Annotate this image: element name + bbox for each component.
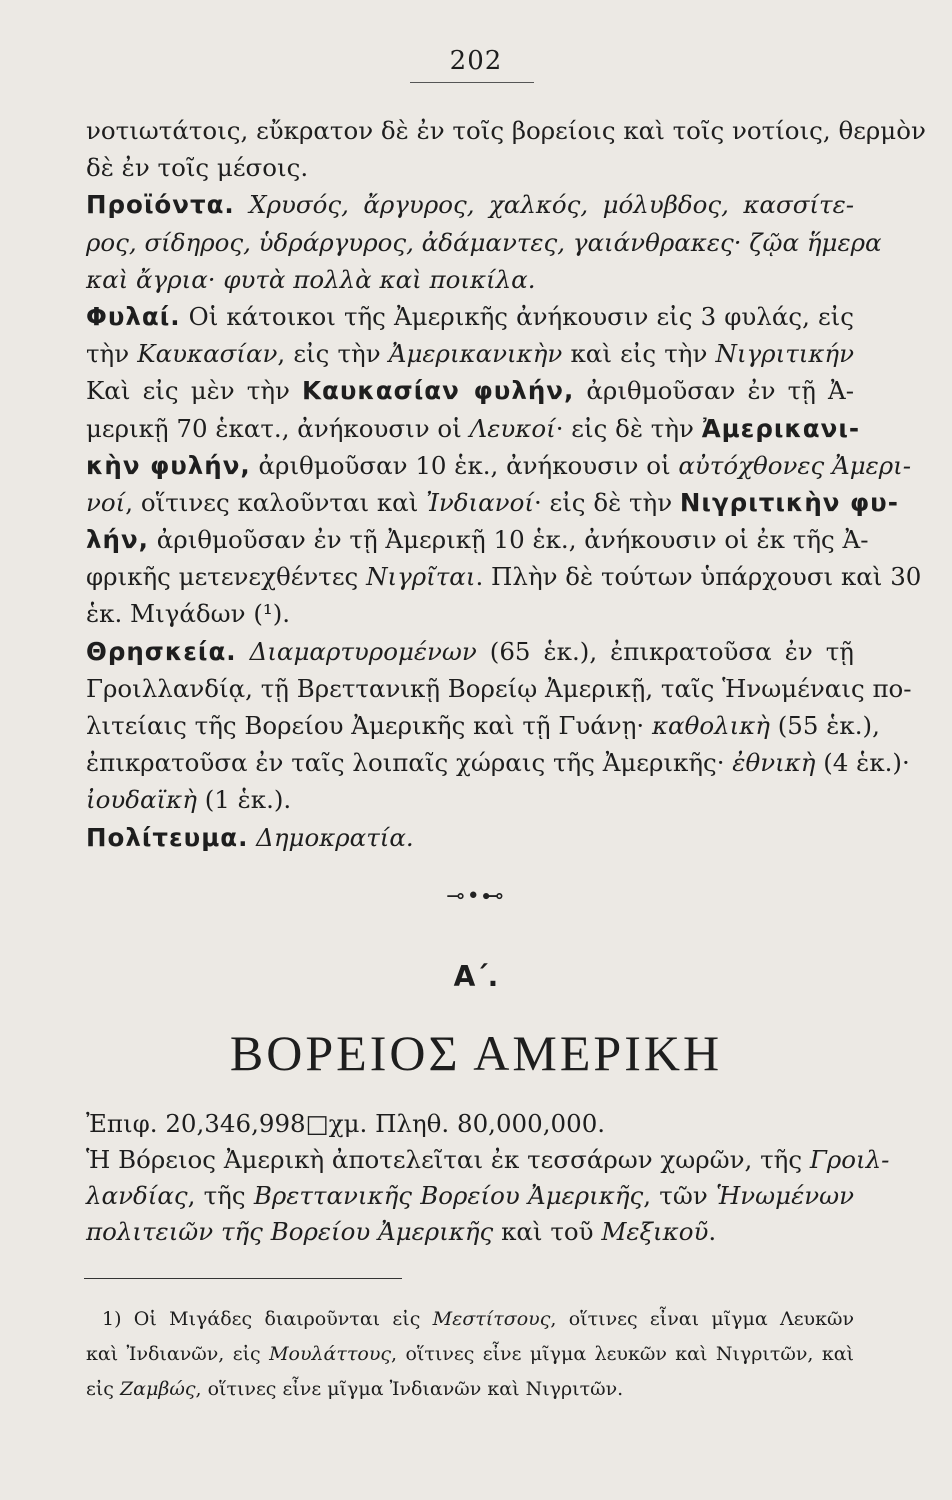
text-run: Ἐπιφ. 20,346,998□χμ. Πληθ. 80,000,000. (86, 1109, 606, 1138)
text-run: . Πλὴν δὲ τούτων ὑπάρχουσι καὶ 30 (475, 562, 922, 592)
text-run: (55 ἑκ.), (769, 711, 880, 740)
section-title: ΒΟΡΕΙΟΣ ΑΜΕΡΙΚΗ (229, 1025, 723, 1081)
italic-run: ρος, σίδηρος, ὑδράργυρος, ἀδάμαντες, γαιάνθρακες· ζῷα ἥμερα (86, 227, 882, 257)
body-line (86, 1214, 854, 1250)
footnote-line (86, 1337, 854, 1372)
text-run: λιτείαις τῆς Βορείου Ἀμερικῆς καὶ τῇ Γυάνῃ· (86, 711, 652, 740)
footnote-line (86, 1302, 854, 1337)
text-run: , εἰς τὴν (277, 339, 389, 369)
text-run: ἑκ. Μιγάδων (¹). (86, 599, 291, 629)
text-run: καὶ εἰς τὴν (562, 339, 716, 369)
page-number: 202 (449, 46, 503, 76)
body-line (86, 1106, 854, 1142)
text-run: Ἡ Βόρειος Ἀμερικὴ ἀποτελεῖται ἐκ τεσσάρων χωρῶν, τῆς (86, 1145, 810, 1174)
heading-run: Ἀμερικανι- (701, 413, 861, 443)
text-run: 1) Οἱ Μιγάδες διαιροῦνται εἰς (102, 1308, 433, 1330)
footnote-rule (84, 1278, 402, 1279)
text-run: δὲ ἐν τοῖς μέσοις. (86, 153, 309, 183)
italic-run: Γροιλ- (809, 1145, 890, 1174)
heading-run: Νιγριτικὴν φυ- (679, 487, 899, 517)
heading-run: κὴν φυλήν, (86, 450, 251, 480)
body-line (86, 707, 880, 744)
text-run: ἐπικρατοῦσα ἐν ταῖς λοιπαῖς χώραις τῆς Ἀμερικῆς· (86, 748, 733, 778)
body-line (86, 1178, 854, 1214)
lower-text-block (86, 1106, 890, 1250)
italic-run: ἰουδαϊκὴ (86, 785, 197, 815)
italic-run: Χρυσός, ἄργυρος, χαλκός, μόλυβδος, κασσίτε- (234, 190, 854, 220)
italic-run: πολιτειῶν τῆς Βορείου Ἀμερικῆς (86, 1217, 494, 1246)
italic-run: Ἀμερικανικὴν (388, 339, 563, 369)
body-line (86, 819, 854, 856)
text-run: Καὶ εἰς μὲν τὴν (86, 376, 303, 406)
body-line (86, 484, 899, 521)
italic-run: αὐτόχθονες Ἀμερι- (678, 450, 912, 480)
italic-run: νοί (86, 487, 126, 517)
body-line (86, 781, 854, 818)
italic-run: Βρεττανικῆς Βορείου Ἀμερικῆς (253, 1181, 644, 1210)
body-line (86, 298, 854, 335)
text-run: , οἵτινες εἶνε μῖγμα Ἰνδιανῶν καὶ Νιγριτῶν. (195, 1378, 624, 1400)
heading-run: λήν, (86, 525, 149, 555)
italic-run: Ἰνδιανοί (426, 487, 534, 517)
body-line (86, 670, 912, 707)
text-run: καὶ Ἰνδιανῶν, εἰς (86, 1343, 270, 1365)
text-run: Γροιλλανδίᾳ, τῇ Βρεττανικῇ Βορείῳ Ἀμερικῇ, ταῖς Ἡνωμέναις πο- (86, 673, 912, 703)
body-line (86, 633, 854, 670)
italic-run: Ἡνωμένων (715, 1181, 854, 1210)
italic-run: καθολικὴ (651, 711, 770, 740)
heading-run: Φυλαί. (86, 301, 181, 331)
text-run: · εἰς δὲ τὴν (555, 413, 702, 443)
italic-run: καὶ ἄγρια· φυτὰ πολλὰ καὶ ποικίλα. (86, 264, 536, 294)
body-line (86, 186, 854, 223)
italic-run: Διαμαρτυρομένων (236, 636, 477, 666)
italic-run: Δημοκρατία. (248, 822, 414, 852)
body-line (86, 335, 854, 372)
text-run: , τῶν (643, 1181, 716, 1210)
section-letter: Α΄. (453, 960, 499, 993)
body-line (86, 447, 912, 484)
text-run: , τῆς (187, 1181, 254, 1210)
italic-run: Νιγρῖται (366, 562, 476, 592)
body-line (86, 744, 910, 781)
italic-run: Λευκοί (469, 413, 556, 443)
text-run: (65 ἑκ.), ἐπικρατοῦσα ἐν τῇ (476, 636, 854, 666)
text-run: . (708, 1217, 717, 1246)
italic-run: Μεξικοῦ (601, 1217, 709, 1246)
text-run: ἀριθμοῦσαν ἐν τῇ Ἀ- (574, 376, 854, 406)
body-line (86, 521, 869, 558)
text-run: καὶ τοῦ (493, 1217, 602, 1246)
heading-run: Προϊόντα. (86, 190, 235, 220)
text-run: , οἵτινες εἶναι μῖγμα Λευκῶν (550, 1308, 855, 1330)
italic-run: Καυκασίαν (137, 339, 278, 369)
ornament-divider: ⊸•⊷ (446, 884, 506, 909)
footnotes-block (86, 1302, 854, 1407)
text-run: · εἰς δὲ τὴν (533, 487, 680, 517)
text-run: φρικῆς μετενεχθέντες (86, 562, 367, 592)
page-number-rule (410, 82, 534, 83)
body-line (86, 112, 926, 149)
text-run: Οἱ κάτοικοι τῆς Ἀμερικῆς ἀνήκουσιν εἰς 3 φυλάς, εἰς (180, 301, 854, 331)
text-run: , οἵτινες καλοῦνται καὶ (125, 487, 427, 517)
text-run: μερικῇ 70 ἑκατ., ἀνήκουσιν οἱ (86, 413, 470, 443)
body-line (86, 372, 854, 409)
text-run: ἀριθμοῦσαν ἐν τῇ Ἀμερικῇ 10 ἑκ., ἀνήκουσιν οἱ ἐκ τῆς Ἀ- (148, 525, 869, 555)
body-line (86, 1142, 890, 1178)
text-run: , οἵτινες εἶνε μῖγμα λευκῶν καὶ Νιγριτῶν, καὶ (391, 1343, 855, 1365)
body-line (86, 558, 922, 595)
text-run: εἰς (86, 1378, 120, 1400)
body-line (86, 410, 861, 447)
upper-text-block (86, 112, 926, 856)
body-line (86, 261, 854, 298)
text-run: (1 ἑκ.). (196, 785, 292, 815)
heading-run: Πολίτευμα. (86, 822, 249, 852)
text-run: ἀριθμοῦσαν 10 ἑκ., ἀνήκουσιν οἱ (250, 450, 679, 480)
italic-run: Μεστίτσους (432, 1308, 551, 1330)
body-line (86, 149, 854, 186)
italic-run: Νιγριτικήν (715, 339, 854, 369)
body-line (86, 224, 882, 261)
body-line (86, 595, 854, 632)
italic-run: Μουλάττους (269, 1343, 392, 1365)
footnote-line (86, 1372, 854, 1407)
text-run: νοτιωτάτοις, εὔκρατον δὲ ἐν τοῖς βορείοις καὶ τοῖς νοτίοις, θερμὸν (86, 116, 926, 145)
text-run: (4 ἑκ.)· (815, 748, 910, 778)
text-run: τὴν (86, 339, 138, 369)
italic-run: Ζαμβώς (119, 1378, 196, 1400)
italic-run: λανδίας (86, 1181, 188, 1210)
heading-run: Θρησκεία. (86, 636, 237, 666)
heading-run: Καυκασίαν φυλήν, (302, 376, 575, 406)
italic-run: ἐθνικὴ (732, 748, 816, 778)
